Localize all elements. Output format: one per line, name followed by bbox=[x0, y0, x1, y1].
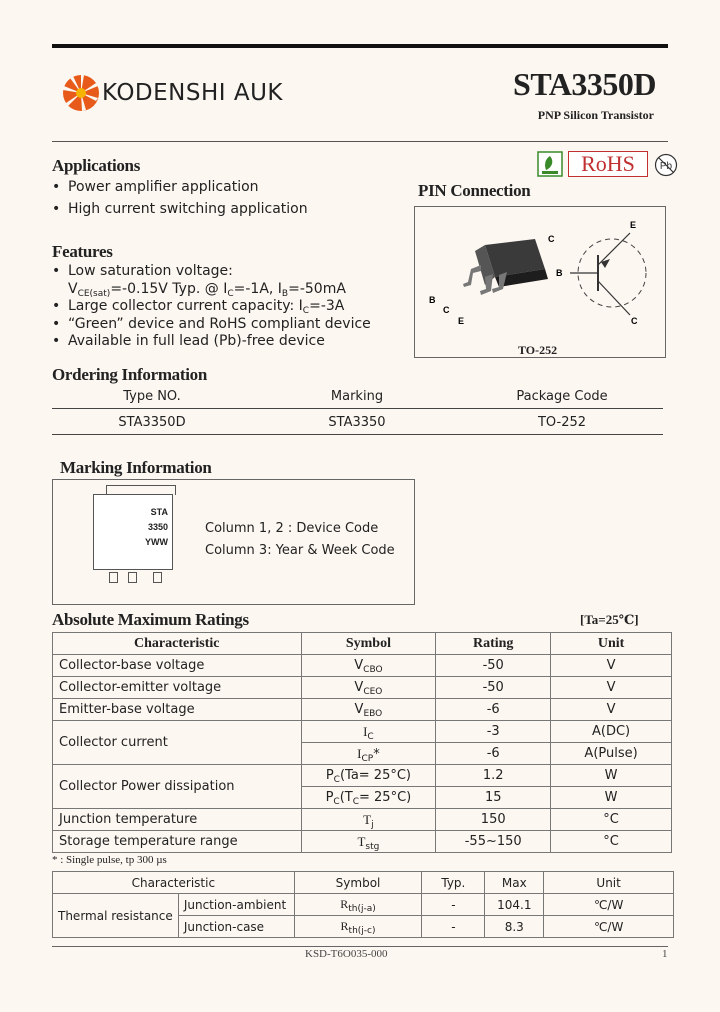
column-header: Characteristic bbox=[53, 633, 302, 655]
ordering-type-value: STA3350D bbox=[118, 415, 186, 430]
marking-notes: Column 1, 2 : Device Code Column 3: Year & Week Code bbox=[205, 521, 395, 558]
pin-label-b: B bbox=[429, 295, 436, 305]
divider bbox=[52, 408, 663, 409]
column-header: Characteristic bbox=[53, 872, 295, 894]
pin-label-c: C bbox=[631, 316, 638, 326]
column-header: Symbol bbox=[294, 872, 422, 894]
ordering-header-package: Package Code bbox=[516, 389, 608, 404]
ratings-title: Absolute Maximum Ratings bbox=[52, 610, 249, 629]
pin-label-c: C bbox=[548, 234, 555, 244]
package-label: TO-252 bbox=[518, 343, 558, 357]
ordering-header-type: Type NO. bbox=[123, 389, 181, 404]
pin-label-e: E bbox=[630, 220, 637, 230]
column-header: Symbol bbox=[301, 633, 436, 655]
ordering-title: Ordering Information bbox=[52, 365, 208, 384]
table-row: Junction-case $R_{th(j-c)}$ - 8.3 ℃/W bbox=[53, 916, 674, 938]
kodenshi-logo-icon bbox=[62, 74, 100, 112]
thermal-table bbox=[52, 871, 674, 938]
pb-free-icon bbox=[654, 153, 678, 177]
ordering-table bbox=[52, 386, 663, 436]
package-lead bbox=[128, 572, 137, 583]
top-rule bbox=[52, 44, 668, 48]
page-number: 1 bbox=[662, 948, 668, 960]
table-header-row bbox=[53, 633, 672, 655]
column-header: Typ. bbox=[422, 872, 485, 894]
table-row: Collector Power dissipation $P_C(Ta= 25^\circ C)$ 1.2 W bbox=[53, 765, 672, 787]
pb-free-label: Pb bbox=[659, 161, 673, 172]
ratings-condition: [Ta=25℃] bbox=[580, 612, 639, 627]
list-item: • High current switching application bbox=[52, 201, 308, 217]
table-row: $P_C(T_C= 25^\circ C)$ 15 W bbox=[53, 787, 672, 809]
divider bbox=[52, 434, 663, 435]
list-item-continuation: $V_{CE(sat)}=-0.15V$ Typ. @ $I_C=-1A$, $I_B=-50mA$ bbox=[68, 280, 346, 299]
table-row: Collector current $I_C$ -3 A(DC) bbox=[53, 721, 672, 743]
pin-label-e: E bbox=[458, 316, 465, 326]
ratings-footnote: * : Single pulse, tp 300 µs bbox=[52, 854, 167, 866]
company-name: KODENSHI AUK bbox=[102, 80, 284, 106]
features-title: Features bbox=[52, 242, 113, 261]
applications-title: Applications bbox=[52, 156, 141, 175]
chip-marking-text: STA 3350 YWW bbox=[145, 507, 168, 547]
marking-title: Marking Information bbox=[60, 458, 212, 477]
applications-list bbox=[52, 179, 308, 218]
rohs-badge: RoHS bbox=[568, 151, 648, 177]
column-header: Rating bbox=[436, 633, 551, 655]
pin-label-b: B bbox=[556, 268, 563, 278]
column-header: Unit bbox=[551, 633, 672, 655]
list-item: • Low saturation voltage: bbox=[52, 263, 233, 279]
green-product-icon bbox=[537, 151, 563, 177]
pin-connection-title: PIN Connection bbox=[418, 181, 531, 200]
ordering-header-marking: Marking bbox=[330, 389, 384, 404]
table-row: Collector-base voltage $V_{CBO}$ -50 V bbox=[53, 655, 672, 677]
ratings-table bbox=[52, 632, 672, 853]
table-row: Storage temperature range $T_{stg}$ -55~150 °C bbox=[53, 831, 672, 853]
product-subtitle: PNP Silicon Transistor bbox=[537, 108, 654, 122]
table-header-row bbox=[53, 872, 674, 894]
table-row: Emitter-base voltage $V_{EBO}$ -6 V bbox=[53, 699, 672, 721]
header-separator bbox=[52, 141, 668, 142]
list-item: • “Green” device and RoHS compliant device bbox=[52, 315, 371, 332]
column-header: Unit bbox=[544, 872, 674, 894]
list-item: • Large collector current capacity: $I_C=-3A$ bbox=[52, 298, 345, 316]
package-lead bbox=[153, 572, 162, 583]
ordering-package-value: TO-252 bbox=[537, 415, 587, 430]
table-row: $I_{CP}*$ -6 A(Pulse) bbox=[53, 743, 672, 765]
document-code: KSD-T6O035-000 bbox=[305, 948, 388, 960]
pin-connection-box bbox=[414, 206, 666, 358]
marking-box bbox=[52, 479, 415, 605]
pin-label-c: C bbox=[443, 305, 450, 315]
table-row: Junction temperature $T_j$ 150 °C bbox=[53, 809, 672, 831]
package-lead bbox=[109, 572, 118, 583]
list-item: • Power amplifier application bbox=[52, 179, 259, 195]
table-row: Thermal resistance Junction-ambient $R_{th(j-a)}$ - 104.1 ℃/W bbox=[53, 894, 674, 916]
marking-chip bbox=[93, 494, 173, 570]
column-header: Max bbox=[485, 872, 544, 894]
ordering-marking-value: STA3350 bbox=[328, 415, 386, 430]
features-list bbox=[52, 263, 371, 351]
to252-package-diagram bbox=[415, 207, 665, 357]
list-item: • Available in full lead (Pb)-free device bbox=[52, 333, 325, 349]
table-row: Collector-emitter voltage $V_{CEO}$ -50 V bbox=[53, 677, 672, 699]
part-number: STA3350D bbox=[513, 66, 656, 102]
footer-rule bbox=[52, 946, 668, 947]
